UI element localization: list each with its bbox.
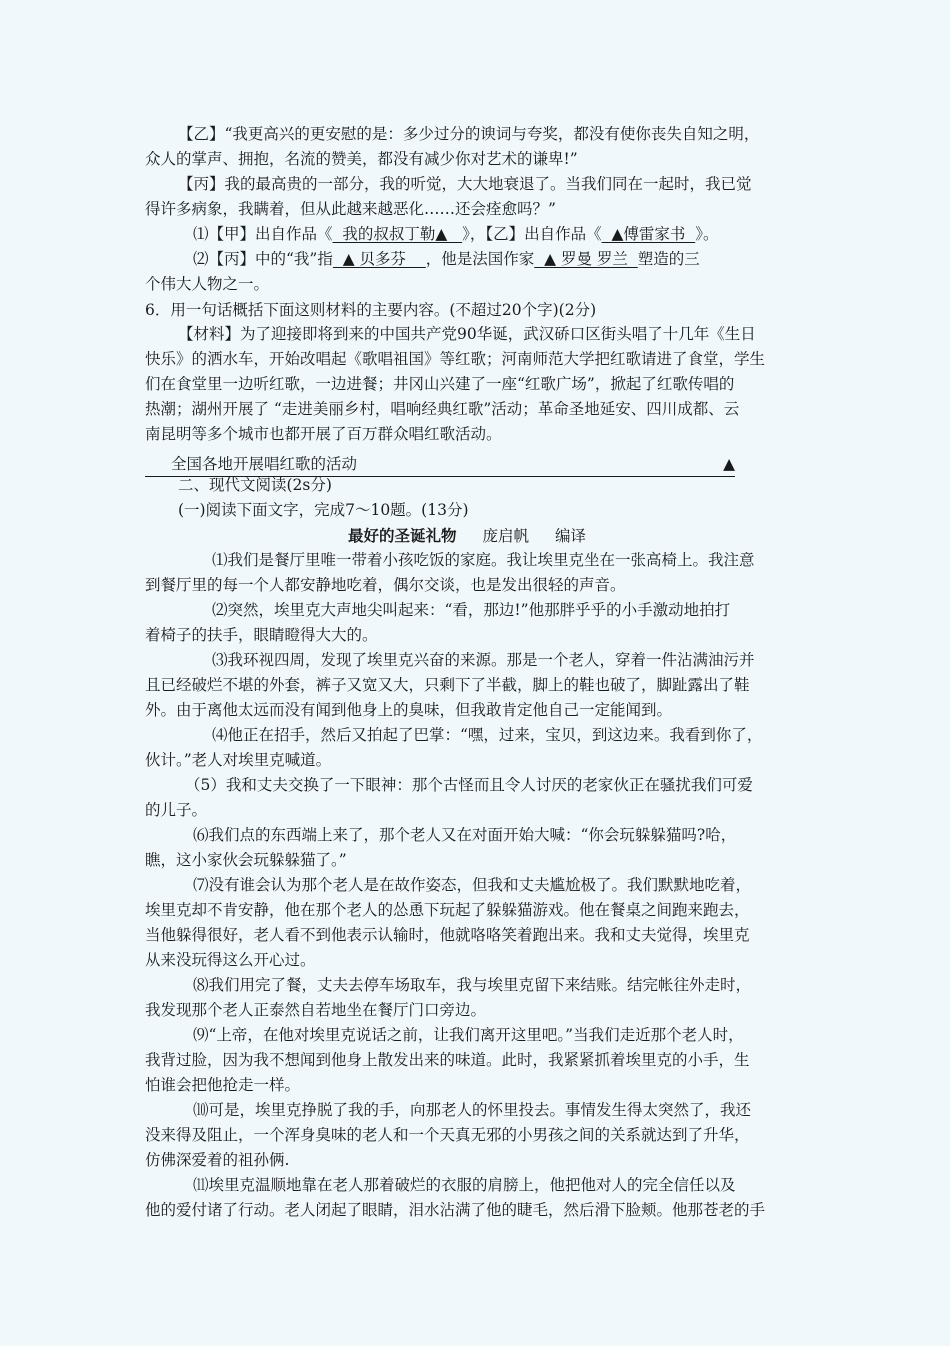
story-p8-line-1: ⑻我们用完了餐，丈夫去停车场取车，我与埃里克留下来结账。结完帐往外走时，: [193, 976, 752, 994]
story-p2-line-1: ⑵突然，埃里克大声地尖叫起来：“看，那边!”他那胖乎乎的小手激动地拍打: [212, 601, 731, 619]
material-bing-line-1: 【丙】我的最高贵的一部分，我的听觉，大大地衰退了。当我们同在一起时，我已觉: [178, 175, 752, 193]
section-subheading: (一)阅读下面文字，完成7～10题。(13分): [178, 501, 469, 519]
q6-title: 6．用一句话概括下面这则材料的主要内容。(不超过20个字)(2分): [145, 301, 597, 319]
story-p3-line-1: ⑶我环视四周，发现了埃里克兴奋的来源。那是一个老人，穿着一件沾满油污并: [212, 651, 755, 669]
story-p9-line-3: 怕谁会把他抢走一样。: [145, 1076, 301, 1094]
story-p10-line-2: 没来得及阻止，一个浑身臭味的老人和一个天真无邪的小男孩之间的关系就达到了升华，: [145, 1126, 750, 1144]
story-p9-line-2: 我背过脸，因为我不想闻到他身上散发出来的味道。此时，我紧紧抓着埃里克的小手，生: [145, 1051, 750, 1069]
q5-sub2-answer-1: ▲ 贝多芬: [332, 250, 426, 268]
story-title: 最好的圣诞礼物: [348, 526, 457, 545]
q6-material-line-5: 南昆明等多个城市也都开展了百万群众唱红歌活动。: [145, 425, 502, 443]
q5-sub2-line-2: 个伟大人物之一。: [145, 275, 270, 293]
story-p7-line-3: 当他躲得很好，老人看不到他表示认输时，他就咯咯笑着跑出来。我和丈夫觉得，埃里克: [145, 926, 750, 944]
q6-material-line-2: 快乐》的洒水车，开始改唱起《歌唱祖国》等红歌；河南师范大学把红歌请进了食堂，学生: [145, 350, 766, 368]
q5-sub1-mid: 》，【乙】出自作品《: [462, 225, 602, 243]
story-role: 编译: [555, 527, 587, 545]
q5-sub2-suffix: 塑造的三: [637, 250, 700, 268]
story-p11-line-1: ⑾埃里克温顺地靠在老人那着破烂的衣服的肩膀上，他把他对人的完全信任以及: [193, 1176, 736, 1194]
section-heading: 二、现代文阅读(2s分): [178, 476, 332, 494]
material-yi-line-1: 【乙】“我更高兴的更安慰的是：多少过分的谀词与夸奖，都没有使你丧失自知之明，: [178, 125, 760, 143]
story-p5-line-2: 的儿子。: [145, 801, 208, 819]
story-p1-line-1: ⑴我们是餐厅里唯一带着小孩吃饭的家庭。我让埃里克坐在一张高椅上。我注意: [212, 551, 755, 569]
story-title-line: [348, 523, 586, 549]
story-p3-line-2: 且已经破烂不堪的外套，裤子又宽又大，只剩下了半截，脚上的鞋也破了，脚趾露出了鞋: [145, 676, 750, 694]
story-p7-line-2: 埃里克却不肯安静，他在那个老人的怂恿下玩起了躲躲猫游戏。他在餐桌之间跑来跑去，: [145, 901, 750, 919]
story-p11-line-2: 他的爱付诸了行动。老人闭起了眼睛，泪水沾满了他的睫毛，然后滑下脸颊。他那苍老的手: [145, 1201, 766, 1219]
q5-sub2-answer-2: ▲ 罗曼 罗兰: [534, 250, 638, 268]
story-author: 庞启帆: [482, 527, 530, 545]
q5-sub1-answer-2: ▲傅雷家书: [601, 225, 696, 243]
q6-material-line-4: 热潮；湖州开展了 “走进美丽乡村，唱响经典红歌”活动；革命圣地延安、四川成都、云: [145, 400, 740, 418]
q6-answer-text: 全国各地开展唱红歌的活动: [171, 455, 358, 473]
story-p9-line-1: ⑼“上帝，在他对埃里克说话之前，让我们离开这里吧。”当我们走近那个老人时，: [193, 1026, 744, 1044]
q5-sub1: [193, 222, 719, 247]
story-p4-line-2: 伙计。”老人对埃里克喊道。: [145, 751, 332, 769]
story-p5-line-1: （5）我和丈夫交换了一下眼神：那个古怪而且令人讨厌的老家伙正在骚扰我们可爱: [185, 776, 753, 794]
q5-sub2-prefix: ⑵【丙】中的“我”指: [193, 250, 333, 268]
story-p10-line-1: ⑽可是，埃里克挣脱了我的手，向那老人的怀里投去。事情发生得太突然了，我还: [193, 1101, 752, 1119]
story-p7-line-4: 从来没玩得这么开心过。: [145, 951, 316, 969]
q5-sub1-prefix: ⑴【甲】出自作品《: [193, 225, 333, 243]
story-p6-line-2: 瞧，这小家伙会玩躲躲猫了。”: [145, 851, 347, 869]
q6-material-line-3: 们在食堂里一边听红歌，一边进餐；井冈山兴建了一座“红歌广场”，掀起了红歌传唱的: [145, 375, 735, 393]
q5-sub2: [193, 247, 700, 272]
story-p6-line-1: ⑹我们点的东西端上来了，那个老人又在对面开始大喊：“你会玩躲躲猫吗?哈，: [193, 826, 737, 844]
story-p3-line-3: 外。由于离他太远而没有闻到他身上的臭味，但我敢肯定他自己一定能闻到。: [145, 701, 673, 719]
story-p10-line-3: 仿佛深爱着的祖孙俩.: [145, 1151, 290, 1169]
q5-sub1-suffix: 》。: [695, 225, 719, 243]
story-p7-line-1: ⑺没有谁会认为那个老人是在故作姿态，但我和丈夫尴尬极了。我们默默地吃着，: [193, 876, 752, 894]
story-p4-line-1: ⑷他正在招手，然后又拍起了巴掌：“嘿，过来，宝贝，到这边来。我看到你了，: [212, 726, 763, 744]
triangle-mark-icon: ▲: [723, 455, 735, 473]
q5-sub2-mid: ，他是法国作家: [425, 250, 535, 268]
story-p2-line-2: 着椅子的扶手，眼睛瞪得大大的。: [145, 626, 378, 644]
story-p8-line-2: 我发现那个老人正泰然自若地坐在餐厅门口旁边。: [145, 1001, 487, 1019]
story-p1-line-2: 到餐厅里的每一个人都安静地吃着，偶尔交谈，也是发出很轻的声音。: [145, 576, 626, 594]
material-bing-line-2: 得许多病象，我瞒着，但从此越来越恶化……还会痊愈吗？”: [145, 200, 556, 218]
q5-sub1-answer-1: 我的叔叔丁勒▲: [332, 225, 463, 243]
q6-material-line-1: 【材料】为了迎接即将到来的中国共产党90华诞，武汉硚口区街头唱了十几年《生日: [178, 325, 756, 343]
material-yi-line-2: 众人的掌声、拥抱，名流的赞美，都没有减少你对艺术的谦卑!”: [145, 150, 578, 168]
